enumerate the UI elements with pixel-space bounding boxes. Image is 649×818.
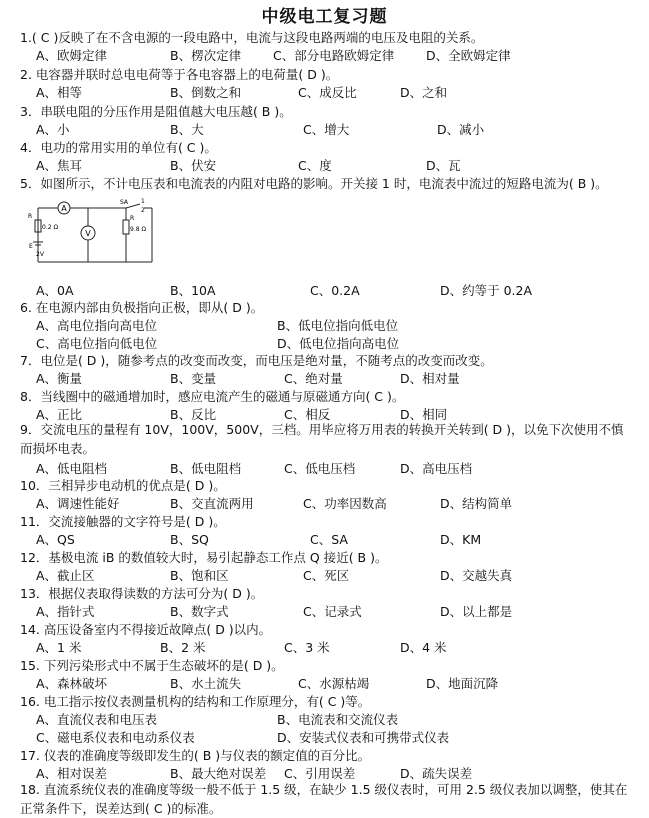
q11-option-b: B、SQ	[170, 532, 209, 547]
q10-option-b: B、交直流两用	[170, 496, 254, 511]
q12-option-b: B、饱和区	[170, 568, 229, 583]
question-1-stem: 1.( C )反映了在不含电源的一段电路中，电流与这段电路两端的电压及电阻的关系。	[20, 30, 484, 45]
q5-option-a: A、0A	[36, 283, 74, 298]
q11-option-d: D、KM	[440, 532, 482, 547]
resistor-left-value: 0.2 Ω	[42, 224, 59, 231]
q9-option-b: B、低电阻档	[170, 461, 242, 476]
q3-option-a: A、小	[36, 122, 70, 137]
q17-option-b: B、最大绝对误差	[170, 766, 267, 781]
q9-option-a: A、低电阻档	[36, 461, 108, 476]
q1-option-c: C、部分电路欧姆定律	[273, 48, 395, 63]
q15-option-b: B、水土流失	[170, 676, 242, 691]
q8-option-a: A、正比	[36, 407, 83, 422]
resistor-right-value: 9.8 Ω	[130, 226, 147, 233]
q4-option-a: A、焦耳	[36, 158, 83, 173]
q17-option-a: A、相对误差	[36, 766, 108, 781]
question-5-stem: 5．如图所示，不计电压表和电流表的内阻对电路的影响。开关接 1 时，电流表中流过的短路电流为( B )。	[20, 176, 608, 191]
q6-option-d: D、低电位指向高电位	[277, 336, 400, 351]
q13-option-c: C、记录式	[303, 604, 362, 619]
q16-option-b: B、电流表和交流仪表	[277, 712, 399, 727]
q7-option-b: B、变量	[170, 371, 217, 386]
q1-option-d: D、全欧姆定律	[426, 48, 511, 63]
q15-option-a: A、森林破坏	[36, 676, 108, 691]
q15-option-d: D、地面沉降	[426, 676, 499, 691]
q1-option-a: A、欧姆定律	[36, 48, 108, 63]
q9-option-d: D、高电压档	[400, 461, 473, 476]
q3-option-b: B、大	[170, 122, 204, 137]
q10-option-a: A、调速性能好	[36, 496, 120, 511]
q13-option-a: A、指针式	[36, 604, 95, 619]
q11-option-c: C、SA	[310, 532, 348, 547]
q3-option-d: D、减小	[437, 122, 485, 137]
ammeter-label: A	[61, 204, 67, 213]
q12-option-a: A、截止区	[36, 568, 95, 583]
q2-option-c: C、成反比	[298, 85, 357, 100]
question-6-stem: 6. 在电源内部由负极指向正极，即从( D )。	[20, 300, 264, 315]
q17-option-d: D、疏失误差	[400, 766, 473, 781]
question-8-stem: 8．当线圈中的磁通增加时，感应电流产生的磁通与原磁通方向( C )。	[20, 389, 405, 404]
q14-option-c: C、3 米	[284, 640, 330, 655]
question-12-stem: 12．基极电流 iB 的数值较大时，易引起静态工作点 Q 接近( B )。	[20, 550, 388, 565]
q7-option-d: D、相对量	[400, 371, 460, 386]
q16-option-d: D、安装式仪表和可携带式仪表	[277, 730, 450, 745]
q13-option-b: B、数字式	[170, 604, 229, 619]
q9-option-c: C、低电压档	[284, 461, 356, 476]
switch-label: SA	[120, 199, 129, 206]
switch-contact-2: 2	[141, 207, 145, 214]
switch-contact-1: 1	[141, 198, 145, 205]
q7-option-a: A、衡量	[36, 371, 83, 386]
q14-option-d: D、4 米	[400, 640, 447, 655]
q17-option-c: C、引用误差	[284, 766, 356, 781]
q8-option-d: D、相同	[400, 407, 448, 422]
q14-option-b: B、2 米	[160, 640, 206, 655]
q2-option-a: A、相等	[36, 85, 83, 100]
q4-option-b: B、伏安	[170, 158, 217, 173]
voltmeter-label: V	[85, 229, 91, 238]
q8-option-c: C、相反	[284, 407, 331, 422]
question-18-stem: 18. 直流系统仪表的准确度等级一般不低于 1.5 级，在缺少 1.5 级仪表时，可用 2.5 级仪表加以调整，使其在正常条件下，误差达到( C )的标准。	[20, 782, 628, 816]
question-15-stem: 15. 下列污染形式中不属于生态破坏的是( D )。	[20, 658, 284, 673]
q10-option-c: C、功率因数高	[303, 496, 387, 511]
q6-option-b: B、低电位指向低电位	[277, 318, 399, 333]
q6-option-c: C、高电位指向低电位	[36, 336, 158, 351]
question-11-stem: 11．交流接触器的文字符号是( D )。	[20, 514, 226, 529]
page-title: 中级电工复习题	[261, 7, 388, 27]
question-14-stem: 14. 高压设备室内不得接近故障点( D )以内。	[20, 622, 272, 637]
q6-option-a: A、高电位指向高电位	[36, 318, 158, 333]
q2-option-b: B、倒数之和	[170, 85, 242, 100]
q11-option-a: A、QS	[36, 532, 75, 547]
q12-option-d: D、交越失真	[440, 568, 513, 583]
question-2-stem: 2. 电容器并联时总电电荷等于各电容器上的电荷量( D )。	[20, 67, 339, 82]
q4-option-c: C、度	[298, 158, 332, 173]
q14-option-a: A、1 米	[36, 640, 82, 655]
q4-option-d: D、瓦	[426, 158, 461, 173]
question-17-stem: 17. 仪表的准确度等级即发生的( B )与仪表的额定值的百分比。	[20, 748, 371, 763]
q16-option-c: C、磁电系仪表和电动系仪表	[36, 730, 195, 745]
q5-option-b: B、10A	[170, 283, 216, 298]
question-13-stem: 13．根据仪表取得读数的方法可分为( D )。	[20, 586, 264, 601]
question-10-stem: 10．三相异步电动机的优点是( D )。	[20, 478, 226, 493]
question-3-stem: 3．串联电阻的分压作用是阻值越大电压越( B )。	[20, 104, 292, 119]
q1-option-b: B、楞次定律	[170, 48, 242, 63]
q13-option-d: D、以上都是	[440, 604, 513, 619]
q5-option-d: D、约等于 0.2A	[440, 283, 533, 298]
question-16-stem: 16. 电工指示按仪表测量机构的结构和工作原理分，有( C )等。	[20, 694, 371, 709]
q3-option-c: C、增大	[303, 122, 350, 137]
battery-emf: E	[29, 243, 33, 250]
q16-option-a: A、直流仪表和电压表	[36, 712, 158, 727]
battery-voltage: 2V	[36, 251, 44, 258]
q10-option-d: D、结构简单	[440, 496, 513, 511]
q12-option-c: C、死区	[303, 568, 350, 583]
resistor-left-symbol: R	[28, 213, 33, 220]
question-4-stem: 4．电功的常用实用的单位有( C )。	[20, 140, 217, 155]
q5-option-c: C、0.2A	[310, 283, 360, 298]
q15-option-c: C、水源枯竭	[298, 676, 370, 691]
circuit-diagram	[28, 198, 156, 268]
resistor-right-symbol: R	[130, 215, 135, 222]
q2-option-d: D、之和	[400, 85, 448, 100]
q7-option-c: C、绝对量	[284, 371, 343, 386]
q8-option-b: B、反比	[170, 407, 217, 422]
question-7-stem: 7．电位是( D )，随参考点的改变而改变，而电压是绝对量，不随考点的改变而改变。	[20, 353, 493, 368]
question-9-stem: 9．交流电压的量程有 10V，100V，500V，三档。用毕应将万用表的转换开关转到( D )，以免下次使用不慎而损坏电表。	[20, 422, 624, 456]
